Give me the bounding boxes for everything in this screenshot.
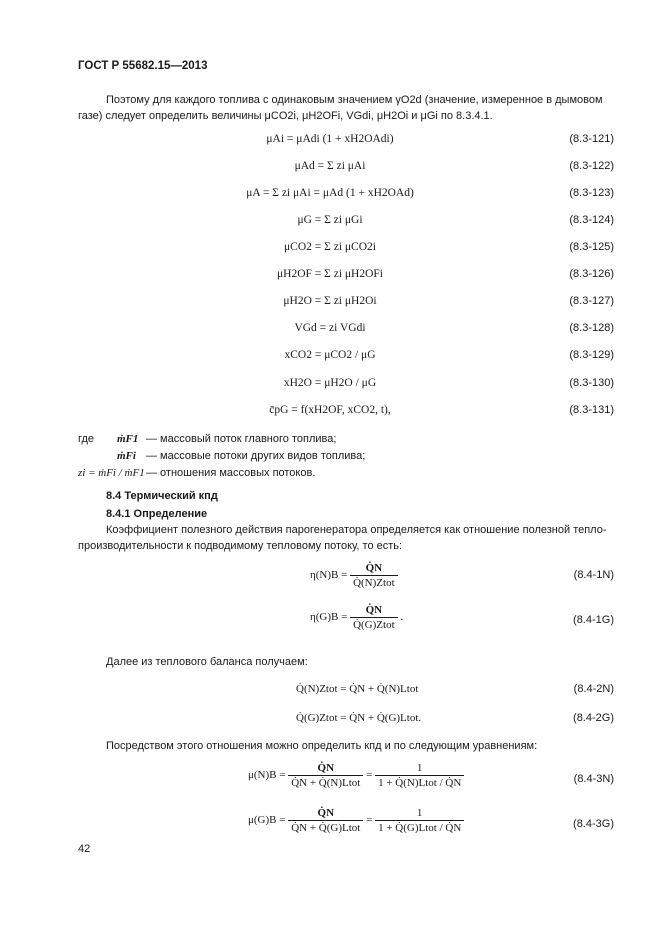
- fraction-denominator: Q̇N + Q̇(G)Ltot: [288, 820, 363, 834]
- fraction-numerator: 1: [416, 762, 423, 774]
- fraction-denominator: Q̇N + Q̇(N)Ltot: [288, 775, 363, 789]
- fraction: [375, 762, 464, 789]
- equation-8-4-1n: [310, 562, 398, 589]
- equation-number: (8.3-124): [569, 214, 614, 226]
- section-heading-8-4: 8.4 Термический кпд: [106, 490, 218, 502]
- paragraph-8-4-1-line2: производительности к подводимому тепловому потоку, то есть:: [78, 540, 403, 552]
- fraction-denominator: Q̇(G)Ztot: [350, 617, 398, 631]
- fraction-numerator: Q̇N: [365, 604, 383, 616]
- equation-number: (8.3-131): [569, 404, 614, 416]
- fraction: [375, 807, 464, 834]
- fraction-denominator: 1 + Q̇(G)Ltot / Q̇N: [375, 820, 464, 834]
- equation-8-4-1g: [310, 604, 403, 631]
- equation-lhs: η(N)B =: [310, 569, 348, 582]
- equation-8-4-3n: [248, 762, 464, 789]
- fraction: [350, 562, 398, 589]
- equation-expr: μH2O = Σ zi μH2Oi: [283, 295, 377, 307]
- equation-number: (8.3-127): [569, 295, 614, 307]
- page-number: 42: [78, 843, 91, 855]
- equation-expr: μA = Σ zi μAi = μAd (1 + xH2OAd): [246, 187, 414, 199]
- fraction-numerator: Q̇N: [365, 562, 383, 574]
- equation-number: (8.3-122): [569, 160, 614, 172]
- equation-number: (8.4-1N): [573, 569, 614, 581]
- where-symbol-3: zi = ṁFi / ṁF1: [78, 467, 145, 479]
- equation-expr: c̄pG = f(xH2OF, xCO2, t),: [269, 404, 391, 416]
- equation-expr: μG = Σ zi μGi: [297, 214, 363, 226]
- equation-number: (8.3-121): [569, 133, 614, 145]
- equation-number: (8.4-2G): [573, 712, 614, 724]
- equation-expr: μH2OF = Σ zi μH2OFi: [276, 268, 383, 280]
- paragraph-relation: Посредством этого отношения можно определить кпд и по следующим уравнениям:: [106, 740, 538, 752]
- intro-paragraph-line2: газе) следует определить величины μCO2i, μH2OFi, VGdi, μH2Oi и μGi по 8.3.4.1.: [78, 110, 493, 122]
- equation-expr: μAi = μAdi (1 + xH2OAdi): [266, 133, 394, 145]
- equation-lhs: η(G)B =: [310, 611, 348, 624]
- equation-number: (8.3-129): [569, 349, 614, 361]
- equation-number: (8.4-3G): [573, 818, 614, 830]
- equation-number: (8.3-130): [569, 377, 614, 389]
- where-text-3: — отношения массовых потоков.: [146, 467, 316, 479]
- fraction: [350, 604, 398, 631]
- equation-number: (8.3-125): [569, 241, 614, 253]
- section-heading-8-4-1: 8.4.1 Определение: [106, 508, 208, 520]
- fraction-numerator: 1: [416, 807, 423, 819]
- equals-sign: =: [366, 814, 373, 827]
- equation-tail: .: [400, 611, 404, 624]
- fraction-numerator: Q̇N: [317, 807, 335, 819]
- equation-number: (8.3-123): [569, 187, 614, 199]
- paragraph-8-4-1-line1: Коэффициент полезного действия парогенератора определяется как отношение полезной тепло-: [106, 524, 607, 536]
- where-symbol-1: ṁF1: [117, 433, 139, 445]
- where-text-1: — массовый поток главного топлива;: [146, 433, 337, 445]
- equation-expr: xH2O = μH2O / μG: [283, 377, 377, 389]
- equation-8-4-3g: [248, 807, 464, 834]
- equation-expr: VGd = zi VGdi: [294, 322, 366, 334]
- fraction-numerator: Q̇N: [317, 762, 335, 774]
- intro-paragraph-line1: Поэтому для каждого топлива с одинаковым значением γO2d (значение, измеренное в дымовом: [106, 94, 603, 106]
- where-text-2: — массовые потоки других видов топлива;: [146, 450, 366, 462]
- paragraph-balance: Далее из теплового баланса получаем:: [106, 656, 308, 668]
- equation-8-4-2n: Q̇(N)Ztot = Q̇N + Q̇(N)Ltot: [296, 683, 419, 695]
- equation-expr: xCO2 = μCO2 / μG: [284, 349, 376, 361]
- equation-number: (8.3-126): [569, 268, 614, 280]
- fraction-denominator: Q̇(N)Ztot: [350, 575, 398, 589]
- where-label: где: [78, 433, 95, 445]
- equation-8-4-2g: Q̇(G)Ztot = Q̇N + Q̇(G)Ltot.: [296, 712, 422, 724]
- fraction: [288, 807, 363, 834]
- equation-number: (8.4-1G): [573, 614, 614, 626]
- where-symbol-2: ṁFi: [117, 450, 136, 462]
- equation-number: (8.4-2N): [573, 683, 614, 695]
- fraction-denominator: 1 + Q̇(N)Ltot / Q̇N: [375, 775, 464, 789]
- fraction: [288, 762, 363, 789]
- equation-lhs: μ(G)B =: [248, 814, 286, 827]
- equation-lhs: μ(N)B =: [248, 769, 286, 782]
- equals-sign: =: [366, 769, 373, 782]
- equation-number: (8.4-3N): [573, 773, 614, 785]
- equation-number: (8.3-128): [569, 322, 614, 334]
- document-header: ГОСТ Р 55682.15—2013: [78, 60, 208, 72]
- equation-expr: μAd = Σ zi μAi: [294, 160, 366, 172]
- equation-expr: μCO2 = Σ zi μCO2i: [284, 241, 376, 253]
